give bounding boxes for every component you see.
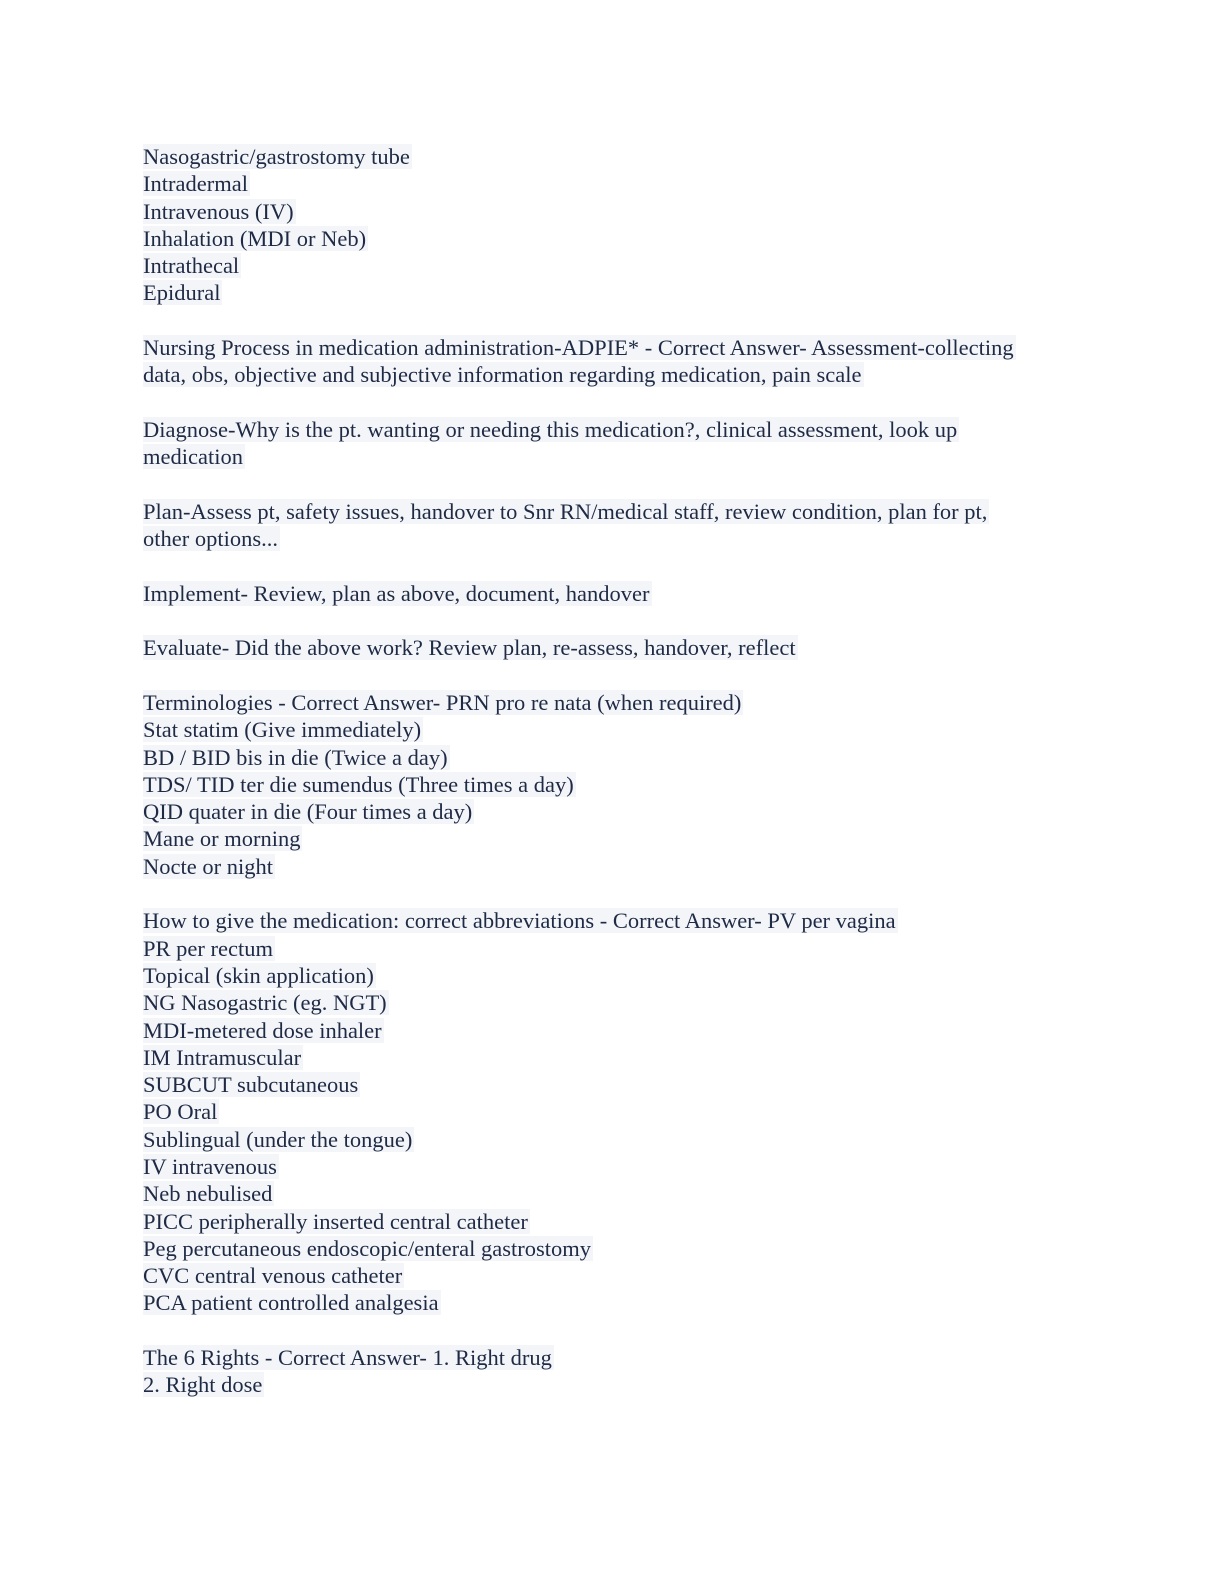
text-line: Inhalation (MDI or Neb) [143, 225, 367, 251]
text-line: 2. Right dose [143, 1372, 263, 1398]
implement-paragraph [143, 580, 1083, 607]
text-line: Terminologies - Correct Answer- PRN pro re nata (when required) [143, 689, 742, 715]
evaluate-paragraph [143, 634, 1083, 661]
adpie-paragraph [143, 334, 1083, 389]
text-line: CVC central venous catheter [143, 1263, 403, 1289]
paragraph-gap [143, 471, 1083, 498]
text-line: QID quater in die (Four times a day) [143, 799, 473, 825]
text-line: TDS/ TID ter die sumendus (Three times a day) [143, 771, 574, 797]
diagnose-paragraph [143, 416, 1083, 471]
text-line: Implement- Review, plan as above, document, handover [143, 580, 650, 606]
abbreviations-list [143, 907, 1083, 1316]
text-line: Plan-Assess pt, safety issues, handover to Snr RN/medical staff, review condition, plan for pt, [143, 498, 988, 524]
paragraph-gap [143, 552, 1083, 579]
text-line: BD / BID bis in die (Twice a day) [143, 744, 448, 770]
text-line: Evaluate- Did the above work? Review plan, re-assess, handover, reflect [143, 635, 796, 661]
text-line: Epidural [143, 280, 221, 306]
text-line: Nocte or night [143, 853, 273, 879]
routes-list [143, 143, 1083, 307]
text-line: medication [143, 444, 243, 470]
paragraph-gap [143, 1317, 1083, 1344]
paragraph-gap [143, 389, 1083, 416]
text-line: PR per rectum [143, 935, 273, 961]
rights-list [143, 1344, 1083, 1399]
text-line: Diagnose-Why is the pt. wanting or needing this medication?, clinical assessment, look up [143, 416, 958, 442]
document-body [143, 143, 1083, 1399]
text-line: SUBCUT subcutaneous [143, 1072, 359, 1098]
text-line: PCA patient controlled analgesia [143, 1290, 439, 1316]
text-line: Intravenous (IV) [143, 198, 294, 224]
text-line: NG Nasogastric (eg. NGT) [143, 990, 387, 1016]
text-line: PICC peripherally inserted central catheter [143, 1208, 528, 1234]
text-line: Neb nebulised [143, 1181, 273, 1207]
text-line: Topical (skin application) [143, 962, 374, 988]
text-line: IM Intramuscular [143, 1044, 302, 1070]
text-line: Nasogastric/gastrostomy tube [143, 144, 410, 169]
text-line: IV intravenous [143, 1153, 277, 1179]
paragraph-gap [143, 662, 1083, 689]
text-line: Stat statim (Give immediately) [143, 717, 422, 743]
text-line: The 6 Rights - Correct Answer- 1. Right drug [143, 1345, 552, 1371]
text-line: Sublingual (under the tongue) [143, 1126, 413, 1152]
text-line: Peg percutaneous endoscopic/enteral gastrostomy [143, 1235, 591, 1261]
text-line: Mane or morning [143, 826, 301, 852]
text-line: data, obs, objective and subjective information regarding medication, pain scale [143, 362, 862, 388]
text-line: Nursing Process in medication administration-ADPIE* - Correct Answer- Assessment-collecting [143, 335, 1014, 361]
paragraph-gap [143, 880, 1083, 907]
plan-paragraph [143, 498, 1083, 553]
text-line: other options... [143, 526, 278, 552]
text-line: Intrathecal [143, 253, 240, 279]
text-line: PO Oral [143, 1099, 218, 1125]
paragraph-gap [143, 307, 1083, 334]
terminologies-list [143, 689, 1083, 880]
text-line: How to give the medication: correct abbreviations - Correct Answer- PV per vagina [143, 908, 896, 934]
paragraph-gap [143, 607, 1083, 634]
text-line: Intradermal [143, 171, 248, 197]
text-line: MDI-metered dose inhaler [143, 1017, 382, 1043]
